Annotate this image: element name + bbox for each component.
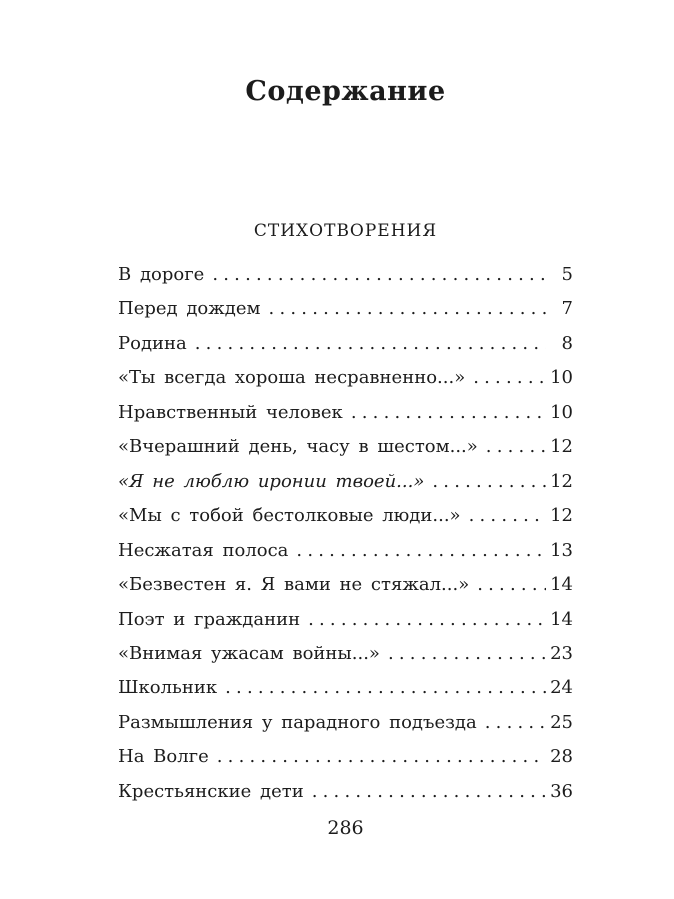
toc-entry-title: «Я не люблю иронии твоей...» xyxy=(118,470,425,492)
toc-entry xyxy=(118,740,573,774)
toc-entry-title: В дороге xyxy=(118,264,205,285)
dot-leader xyxy=(217,740,546,774)
toc-entry-page-number: 7 xyxy=(561,298,573,320)
toc-entry-title: «Мы с тобой бестолковые люди...» xyxy=(118,505,461,527)
toc-entry-title: Поэт и гражданин xyxy=(118,608,301,630)
dot-leader xyxy=(477,568,546,602)
toc-entry-page-number: 10 xyxy=(550,401,573,423)
toc-entry-title: «Безвестен я. Я вами не стяжал...» xyxy=(118,574,470,596)
toc-entry-title: Несжатая полоса xyxy=(118,539,289,561)
dot-leader xyxy=(388,637,546,671)
dot-leader xyxy=(212,258,546,292)
toc-entry-title: Размышления у парадного подъезда xyxy=(118,711,477,733)
toc-entry-title: «Внимая ужасам войны...» xyxy=(118,642,380,664)
toc-entry-page-number: 5 xyxy=(561,264,573,285)
dot-leader xyxy=(351,396,546,430)
dot-leader xyxy=(486,430,546,464)
toc-entry-title: Перед дождем xyxy=(118,298,261,320)
toc-entry-page-number: 14 xyxy=(550,608,573,630)
toc-entry-title: Нравственный человек xyxy=(118,401,343,423)
toc-entry-page-number: 23 xyxy=(550,642,573,664)
dot-leader xyxy=(296,534,546,568)
dot-leader xyxy=(225,671,546,705)
toc-entry-page-number: 24 xyxy=(550,677,573,699)
toc-entry xyxy=(118,534,573,568)
dot-leader xyxy=(473,361,546,395)
toc-entry-page-number: 13 xyxy=(550,539,573,561)
page-title: Содержание xyxy=(245,76,446,107)
dot-leader xyxy=(269,292,546,326)
toc-entry xyxy=(118,430,573,464)
dot-leader xyxy=(469,499,546,533)
section-heading: СТИХОТВОРЕНИЯ xyxy=(253,221,438,241)
toc-entry-page-number: 28 xyxy=(550,746,573,768)
dot-leader xyxy=(312,775,546,809)
toc-entry xyxy=(118,568,573,602)
toc-entry xyxy=(118,361,573,395)
toc-list xyxy=(118,258,573,809)
toc-entry-page-number: 12 xyxy=(550,505,573,527)
toc-entry-title: «Ты всегда хороша несравненно...» xyxy=(118,367,466,389)
toc-entry-title: На Волге xyxy=(118,746,209,768)
toc-entry-title: Родина xyxy=(118,332,187,354)
dot-leader xyxy=(432,465,546,499)
toc-entry xyxy=(118,258,573,292)
toc-entry xyxy=(118,706,573,740)
toc-entry-title: Крестьянские дети xyxy=(118,780,304,802)
dot-leader xyxy=(308,603,546,637)
toc-entry xyxy=(118,775,573,809)
dot-leader xyxy=(195,327,546,361)
dot-leader xyxy=(485,706,546,740)
toc-entry xyxy=(118,637,573,671)
toc-entry xyxy=(118,327,573,361)
toc-entry xyxy=(118,671,573,705)
toc-entry-title: Школьник xyxy=(118,677,218,699)
toc-entry-page-number: 10 xyxy=(550,367,573,389)
toc-entry-page-number: 8 xyxy=(561,332,573,354)
toc-entry xyxy=(118,292,573,326)
toc-entry xyxy=(118,499,573,533)
toc-entry-page-number: 12 xyxy=(550,470,573,492)
toc-entry xyxy=(118,396,573,430)
toc-entry xyxy=(118,603,573,637)
toc-entry xyxy=(118,465,573,499)
toc-entry-page-number: 14 xyxy=(550,574,573,596)
folio-page-number: 286 xyxy=(327,817,364,840)
toc-entry-title: «Вчерашний день, часу в шестом...» xyxy=(118,436,478,458)
toc-entry-page-number: 25 xyxy=(550,711,573,733)
toc-entry-page-number: 12 xyxy=(550,436,573,458)
toc-entry-page-number: 36 xyxy=(550,780,573,802)
